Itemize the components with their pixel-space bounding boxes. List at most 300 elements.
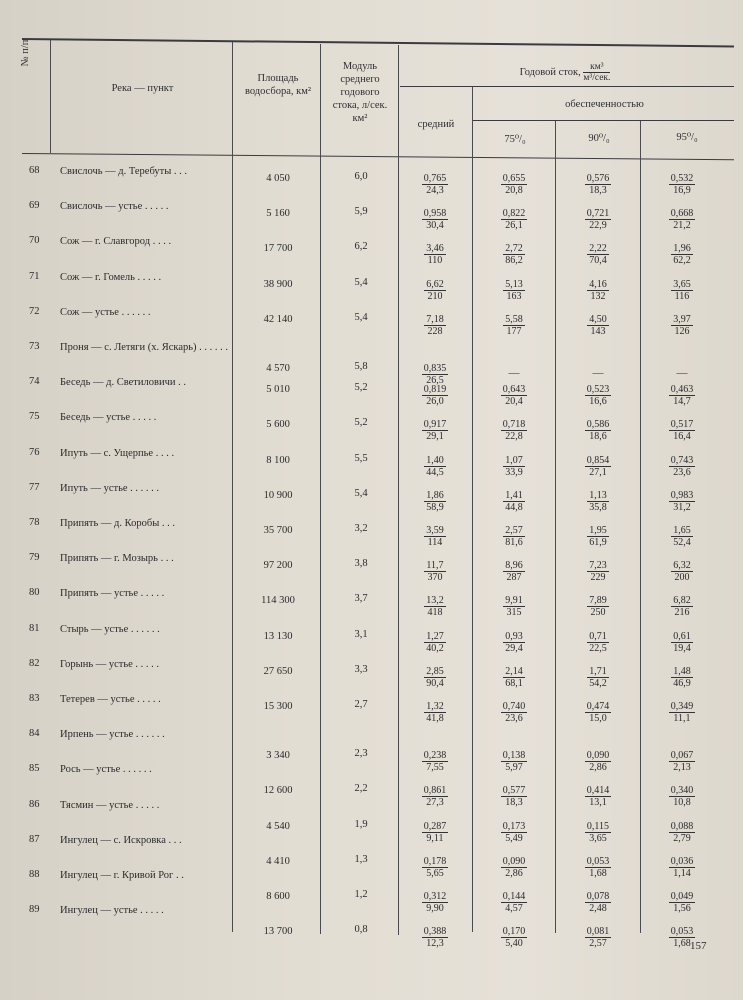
runoff-volume-km3: 1,86 [426,489,444,501]
runoff-fraction [669,173,696,196]
catchment-area: 15 300 [263,701,293,712]
runoff-modulus: 5,5 [354,452,368,464]
runoff-fraction [671,279,693,302]
runoff-p75 [479,279,549,302]
runoff-modulus: 1,3 [354,853,368,865]
runoff-p95 [647,384,717,407]
col-divider-1 [50,40,51,153]
runoff-discharge-m3s: 31,2 [673,501,691,513]
runoff-mean [400,455,470,478]
runoff-volume-km3: 5,58 [505,313,523,325]
runoff-volume-km3: 0,081 [586,926,610,938]
header-p90: 90⁰/₀ [588,133,610,144]
runoff-fraction [669,208,696,231]
header-runoff-prefix: Годовой сток, [519,66,581,78]
runoff-discharge-m3s: 23,6 [673,466,691,478]
row-number: 78 [29,517,40,528]
runoff-p95 [647,525,717,548]
table-row [0,447,743,484]
runoff-volume-km3: 0,144 [502,891,526,902]
runoff-p75 [479,419,549,442]
catchment-area: 35 700 [263,525,293,536]
runoff-discharge-m3s: 2,48 [589,903,607,914]
river-point: Припять — г. Мозырь . . . [60,553,174,565]
runoff-discharge-m3s: 3,65 [589,832,607,844]
row-number: 84 [29,728,40,740]
runoff-volume-km3: 0,173 [502,820,526,832]
table-row [0,517,743,554]
runoff-volume-km3: 1,71 [589,665,607,677]
runoff-volume-km3: 0,078 [586,891,610,902]
runoff-modulus: 5,2 [354,382,368,394]
row-number: 83 [29,693,40,704]
header-runoff-unit-den: м³/сек. [583,73,611,83]
runoff-volume-km3: 1,96 [673,243,691,255]
runoff-mean [400,314,470,337]
runoff-volume-km3: 0,340 [670,785,694,797]
runoff-p90 [563,560,633,583]
runoff-modulus: 1,9 [354,818,368,830]
runoff-volume-km3: 0,053 [670,926,694,938]
runoff-fraction [587,525,609,548]
empty-dash: — [592,367,604,379]
runoff-p75 [479,926,549,949]
runoff-p75 [479,314,549,337]
runoff-volume-km3: 7,18 [426,313,444,325]
runoff-discharge-m3s: 250 [590,607,606,619]
runoff-p95 [647,701,717,724]
runoff-p90 [563,595,633,618]
row-number: 87 [29,833,40,845]
runoff-p90 [563,314,633,337]
runoff-volume-km3: 0,238 [423,750,447,762]
runoff-discharge-m3s: 1,68 [673,938,691,950]
row-number: 76 [29,446,40,458]
catchment-area: 5 600 [266,419,290,431]
runoff-p90 [563,926,633,949]
header-mean: средний [417,119,455,130]
runoff-mean [400,490,470,513]
runoff-mean [400,384,470,407]
header-p75: 75⁰/₀ [504,134,526,145]
river-point: Беседь — д. Светиловичи . . [60,377,186,389]
runoff-fraction [671,631,693,654]
runoff-fraction [669,419,696,442]
catchment-area: 12 600 [263,785,293,797]
runoff-volume-km3: 0,958 [423,208,447,220]
runoff-discharge-m3s: 11,1 [673,713,691,724]
header-runoff-unit [583,62,610,83]
runoff-p90 [563,243,633,266]
runoff-discharge-m3s: 46,9 [673,677,691,689]
runoff-p75 [479,490,549,513]
header-bottom-rule [22,153,734,160]
runoff-discharge-m3s: 44,8 [505,501,523,513]
runoff-volume-km3: 1,07 [505,454,523,466]
runoff-discharge-m3s: 177 [506,325,522,337]
header-river: Река — пункт [111,83,174,94]
runoff-fraction [503,631,525,654]
runoff-volume-km3: 0,819 [423,384,447,396]
runoff-discharge-m3s: 13,1 [589,797,607,809]
runoff-fraction [669,384,696,407]
runoff-fraction [422,926,449,949]
runoff-discharge-m3s: 2,57 [589,938,607,950]
runoff-discharge-m3s: 24,3 [426,185,444,196]
runoff-discharge-m3s: 86,2 [505,255,523,267]
runoff-volume-km3: 6,82 [673,595,691,607]
runoff-fraction [587,595,609,618]
runoff-p90 [563,419,633,442]
catchment-area: 17 700 [263,243,293,255]
runoff-fraction [501,926,528,949]
runoff-discharge-m3s: 18,3 [505,797,523,809]
row-number: 73 [29,341,40,352]
runoff-fraction [501,701,528,724]
runoff-discharge-m3s: 58,9 [426,501,444,513]
runoff-fraction [585,173,612,196]
runoff-fraction [501,208,528,231]
runoff-discharge-m3s: 132 [590,290,606,302]
table-row [0,482,743,519]
header-runoff [430,62,700,83]
runoff-mean [400,208,470,231]
table-row [0,587,743,624]
page-number: 157 [690,940,707,952]
runoff-volume-km3: 0,523 [586,384,610,396]
runoff-fraction [671,560,693,583]
runoff-fraction [587,490,609,513]
river-point: Сож — устье . . . . . . [60,306,151,318]
runoff-volume-km3: 0,917 [423,419,447,431]
runoff-volume-km3: 0,740 [502,701,526,712]
runoff-volume-km3: 0,349 [670,701,694,712]
runoff-discharge-m3s: 9,11 [426,832,444,844]
runoff-discharge-m3s: 114 [427,537,443,548]
river-point: Свислочь — д. Теребуты . . . [60,166,188,177]
runoff-mean [400,631,470,654]
runoff-fraction [422,173,449,196]
runoff-fraction [424,701,446,724]
runoff-p75 [479,384,549,407]
runoff-fraction [503,314,525,337]
catchment-area: 8 600 [266,891,290,902]
runoff-discharge-m3s: 21,2 [673,220,691,232]
runoff-fraction [669,490,696,513]
runoff-volume-km3: 0,088 [670,820,694,832]
runoff-volume-km3: 0,61 [673,630,691,642]
runoff-volume-km3: 0,71 [589,630,607,642]
runoff-fraction [424,525,446,548]
runoff-volume-km3: 0,861 [423,785,447,797]
runoff-fraction [587,314,609,337]
catchment-area: 8 100 [266,454,290,466]
runoff-fraction [669,701,696,724]
runoff-mean [400,560,470,583]
runoff-fraction [671,314,693,337]
river-point: Горынь — устье . . . . . [60,658,160,670]
runoff-discharge-m3s: 33,9 [505,466,523,478]
runoff-modulus: 3,8 [354,558,368,570]
runoff-discharge-m3s: 52,4 [673,537,691,548]
catchment-area: 27 650 [263,665,293,677]
runoff-p95 [647,314,717,337]
catchment-area: 42 140 [263,313,293,325]
runoff-volume-km3: 5,13 [505,278,523,290]
runoff-volume-km3: 1,41 [505,489,523,501]
runoff-fraction [669,455,696,478]
river-point: Припять — д. Коробы . . . [60,518,175,529]
runoff-volume-km3: 1,65 [673,525,691,536]
runoff-discharge-m3s: 29,4 [505,642,523,654]
runoff-discharge-m3s: 20,4 [505,396,523,408]
runoff-fraction [585,455,612,478]
catchment-area: 4 050 [266,173,290,184]
runoff-discharge-m3s: 30,4 [426,220,444,232]
runoff-p95 [647,279,717,302]
runoff-modulus: 2,3 [354,748,368,760]
runoff-fraction [587,279,609,302]
runoff-discharge-m3s: 110 [427,255,443,267]
runoff-fraction [424,279,446,302]
runoff-fraction [587,631,609,654]
runoff-volume-km3: 3,97 [673,313,691,325]
row-number: 72 [29,305,40,317]
table-top-rule [22,38,734,47]
runoff-discharge-m3s: 41,8 [426,713,444,724]
runoff-volume-km3: 1,13 [589,489,607,501]
runoff-discharge-m3s: 210 [427,290,443,302]
catchment-area: 13 700 [263,926,293,938]
runoff-discharge-m3s: 12,3 [426,938,444,950]
runoff-mean [400,595,470,618]
runoff-volume-km3: 0,090 [586,750,610,762]
runoff-volume-km3: 3,59 [426,525,444,536]
runoff-fraction [424,455,446,478]
runoff-modulus: 5,4 [354,311,368,323]
runoff-fraction [585,384,612,407]
runoff-volume-km3: 0,577 [502,785,526,797]
runoff-discharge-m3s: 10,8 [673,797,691,809]
runoff-volume-km3: 11,7 [426,560,444,572]
row-number: 80 [29,587,40,599]
runoff-volume-km3: 0,854 [586,454,610,466]
runoff-fraction [587,243,609,266]
runoff-discharge-m3s: 2,86 [505,867,523,879]
runoff-discharge-m3s: 27,1 [589,466,607,478]
runoff-p90 [563,173,633,196]
runoff-volume-km3: 0,576 [586,173,610,184]
table-row [0,271,743,308]
runoff-modulus: 5,4 [354,487,368,499]
runoff-volume-km3: 7,23 [589,560,607,572]
river-point: Ирпень — устье . . . . . . [60,729,165,741]
river-point: Ипуть — с. Ущерпье . . . . [60,447,175,459]
river-point: Сож — г. Славгород . . . . [60,236,172,248]
runoff-volume-km3: 1,95 [589,525,607,536]
runoff-fraction [501,419,528,442]
runoff-discharge-m3s: 22,9 [589,220,607,232]
river-point: Тясмин — устье . . . . . [60,799,160,811]
table-row [0,411,743,448]
runoff-discharge-m3s: 5,65 [426,867,444,879]
runoff-discharge-m3s: 23,6 [505,713,523,724]
runoff-discharge-m3s: 2,79 [673,832,691,844]
runoff-mean [400,419,470,442]
row-number: 88 [29,869,40,880]
runoff-fraction [424,631,446,654]
runoff-discharge-m3s: 15,0 [589,713,607,724]
runoff-fraction [503,455,525,478]
runoff-volume-km3: 6,32 [673,560,691,572]
runoff-p75 [479,701,549,724]
runoff-p95 [647,560,717,583]
runoff-discharge-m3s: 5,97 [505,762,523,774]
runoff-discharge-m3s: 1,68 [589,867,607,879]
runoff-discharge-m3s: 2,13 [673,762,691,774]
table-row [0,235,743,272]
runoff-volume-km3: 0,178 [423,855,447,867]
runoff-volume-km3: 3,65 [673,278,691,290]
runoff-volume-km3: 3,46 [426,243,444,255]
runoff-mean [400,926,470,949]
runoff-volume-km3: 0,053 [586,855,610,867]
runoff-fraction [585,701,612,724]
runoff-fraction [503,525,525,548]
runoff-discharge-m3s: 61,9 [589,537,607,548]
runoff-fraction [424,243,446,266]
runoff-discharge-m3s: 68,1 [505,677,523,689]
header-index: № п/п [20,39,31,67]
runoff-modulus: 5,2 [354,417,368,429]
runoff-p90 [563,631,633,654]
river-point: Свислочь — устье . . . . . [60,201,169,213]
runoff-volume-km3: 0,463 [670,384,694,396]
catchment-area: 4 540 [266,820,290,832]
runoff-volume-km3: 1,48 [673,665,691,677]
table-row [0,693,743,730]
row-number: 79 [29,552,40,564]
runoff-volume-km3: 1,32 [426,701,444,712]
runoff-volume-km3: 0,115 [586,820,610,832]
runoff-modulus: 3,1 [354,628,368,640]
table-row [0,165,743,202]
table-row [0,623,743,660]
runoff-fraction [503,243,525,266]
header-runoff-unit-num: км³ [583,62,610,73]
runoff-p95 [647,243,717,266]
runoff-modulus: 5,4 [354,276,368,288]
row-number: 77 [29,481,40,493]
runoff-fraction [422,419,449,442]
catchment-area: 97 200 [263,560,293,572]
river-point: Ипуть — устье . . . . . . [60,482,160,494]
table-row [0,658,743,695]
runoff-volume-km3: 0,668 [670,208,694,220]
runoff-discharge-m3s: 7,55 [426,762,444,774]
header-area: Площадь водосбора, км² [244,73,312,97]
runoff-discharge-m3s: 81,6 [505,537,523,548]
row-number: 74 [29,376,40,388]
runoff-volume-km3: 0,532 [670,173,694,184]
runoff-volume-km3: 0,170 [502,926,526,938]
runoff-p95 [647,595,717,618]
runoff-fraction [585,208,612,231]
runoff-fraction [587,560,609,583]
runoff-discharge-m3s: 26,5 [426,375,444,386]
runoff-p90 [563,384,633,407]
catchment-area: 114 300 [261,595,295,607]
runoff-discharge-m3s: 216 [674,607,690,619]
river-point: Ингулец — устье . . . . . [60,905,164,917]
runoff-volume-km3: 0,414 [586,785,610,797]
runoff-fraction [503,595,525,618]
runoff-p75 [479,666,549,689]
runoff-discharge-m3s: 18,3 [589,185,607,196]
runoff-p95 [647,455,717,478]
runoff-fraction [424,560,445,583]
runoff-volume-km3: 4,50 [589,313,607,325]
runoff-discharge-m3s: 5,49 [505,832,523,844]
runoff-discharge-m3s: 18,6 [589,431,607,443]
runoff-volume-km3: 0,822 [502,208,526,220]
runoff-volume-km3: 8,96 [505,560,523,572]
runoff-fraction [422,384,449,407]
runoff-p75 [479,560,549,583]
table-row [0,200,743,237]
runoff-volume-km3: 6,62 [426,278,444,290]
runoff-volume-km3: 0,586 [586,419,610,431]
runoff-subheader-rule [400,86,734,87]
row-number: 69 [29,200,40,212]
runoff-discharge-m3s: 90,4 [426,677,444,689]
runoff-p75 [479,631,549,654]
river-point: Ингулец — г. Кривой Рог . . [60,870,184,881]
runoff-volume-km3: 2,57 [505,525,523,536]
catchment-area: 13 130 [263,630,293,642]
runoff-modulus: 5,9 [354,206,368,218]
row-number: 85 [29,763,40,775]
runoff-discharge-m3s: 70,4 [589,255,607,267]
empty-dash: — [508,367,520,379]
runoff-mean [400,173,470,196]
catchment-area: 38 900 [263,278,293,290]
runoff-volume-km3: 0,835 [423,363,447,374]
catchment-area: 5 010 [266,384,290,396]
runoff-volume-km3: 2,72 [505,243,523,255]
runoff-volume-km3: 0,517 [670,419,694,431]
runoff-volume-km3: 0,643 [502,384,526,396]
runoff-modulus: 6,2 [354,241,368,253]
runoff-discharge-m3s: 5,40 [505,938,523,950]
runoff-discharge-m3s: 9,90 [426,903,444,914]
row-number: 89 [29,904,40,916]
runoff-volume-km3: 7,89 [589,595,607,607]
runoff-modulus: 0,8 [354,924,368,936]
runoff-volume-km3: 0,93 [505,630,523,642]
runoff-volume-km3: 0,983 [670,489,694,501]
header-p95: 95⁰/₀ [676,132,698,143]
river-point: Тетерев — устье . . . . . [60,694,161,705]
runoff-discharge-m3s: 16,9 [673,185,691,196]
runoff-discharge-m3s: 228 [427,325,443,337]
runoff-p95 [647,208,717,231]
runoff-discharge-m3s: 4,57 [505,903,523,914]
runoff-volume-km3: 0,474 [586,701,610,712]
runoff-modulus: 1,2 [354,889,368,900]
catchment-area: 10 900 [263,489,293,501]
runoff-discharge-m3s: 54,2 [589,677,607,689]
